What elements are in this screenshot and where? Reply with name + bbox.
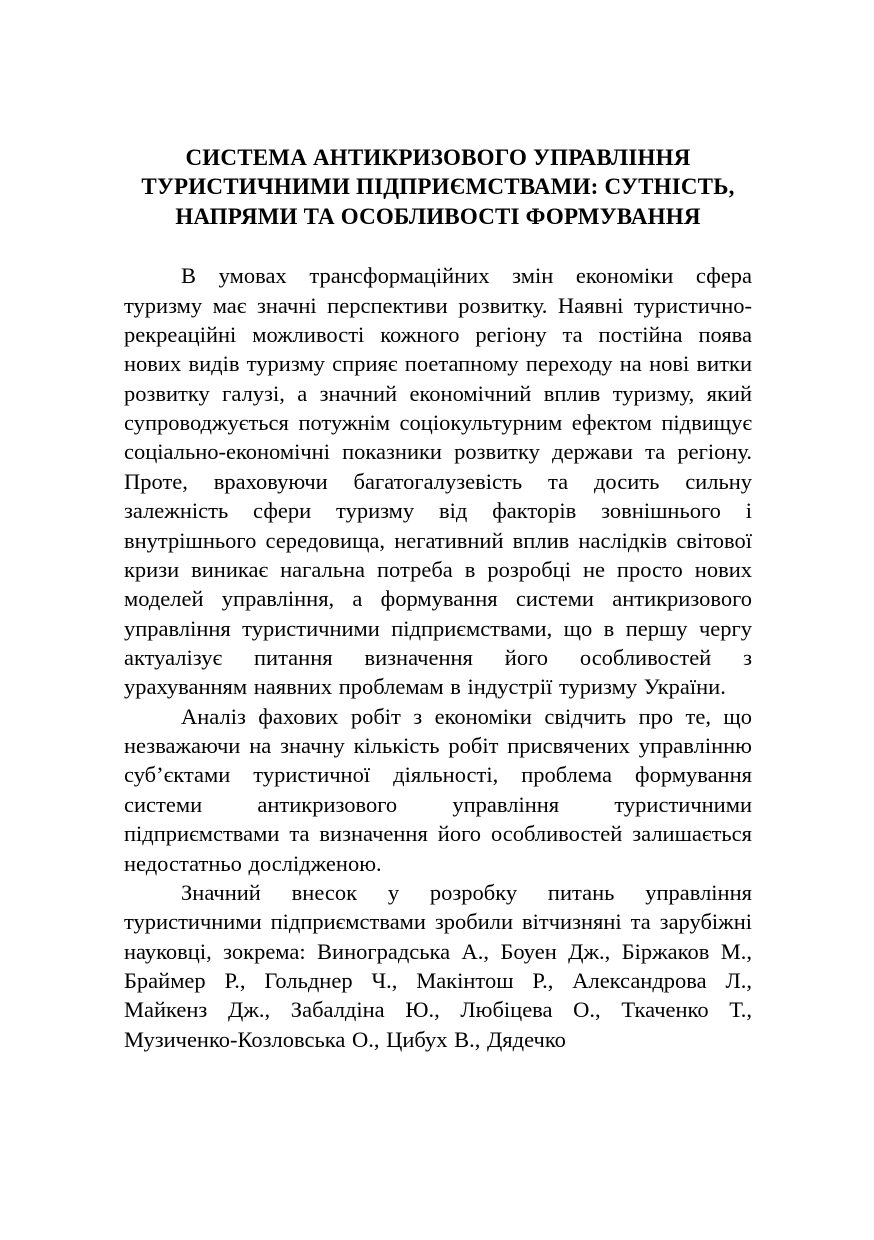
- page-title: СИСТЕМА АНТИКРИЗОВОГО УПРАВЛІННЯ ТУРИСТИЧНИМИ ПІДПРИЄМСТВАМИ: СУТНІСТЬ, НАПРЯМИ ТА ОСОБЛИВОСТІ ФОРМУВАННЯ: [141, 145, 735, 229]
- paragraph-researchers: Значний внесок у розробку питань управління туристичними підприємствами зробили вітчизняні та зарубіжні науковці, зокрема: Виноградська А., Боуен Дж., Біржаков М., Браймер Р., Гольднер Ч., Макінтош Р., Александрова Л., Майкенз Дж., Забалдіна Ю., Любіцева О., Ткаченко Т., Музиченко-Козловська О., Цибух В., Дядечко: [124, 879, 752, 1052]
- paragraph-intro: В умовах трансформаційних змін економіки сфера туризму має значні перспективи розвитку. Наявні туристично-рекреаційні можливості кожного регіону та постійна поява нових видів туризму сприяє поетапному переходу на нові витки розвитку галузі, а значний економічний вплив туризму, який супроводжується потужнім соціокультурним ефектом підвищує соціально-економічні показники розвитку держави та регіону. Проте, враховуючи багатогалузевість та досить сильну залежність сфери туризму від факторів зовнішнього і внутрішнього середовища, негативний вплив наслідків світової кризи виникає нагальна потреба в розробці не просто нових моделей управління, а формування системи антикризового управління туристичними підприємствами, що в першу чергу актуалізує питання визначення його особливостей з урахуванням наявних проблемам в індустрії туризму України.: [124, 263, 752, 700]
- text-block: [124, 143, 752, 1054]
- paragraph-analysis: Аналіз фахових робіт з економіки свідчить про те, що незважаючи на значну кількість робіт присвячених управлінню суб’єктами туристичної діяльності, проблема формування системи антикризового управління туристичними підприємствами та визначення його особливостей залишається недостатньо дослідженою.: [124, 703, 752, 876]
